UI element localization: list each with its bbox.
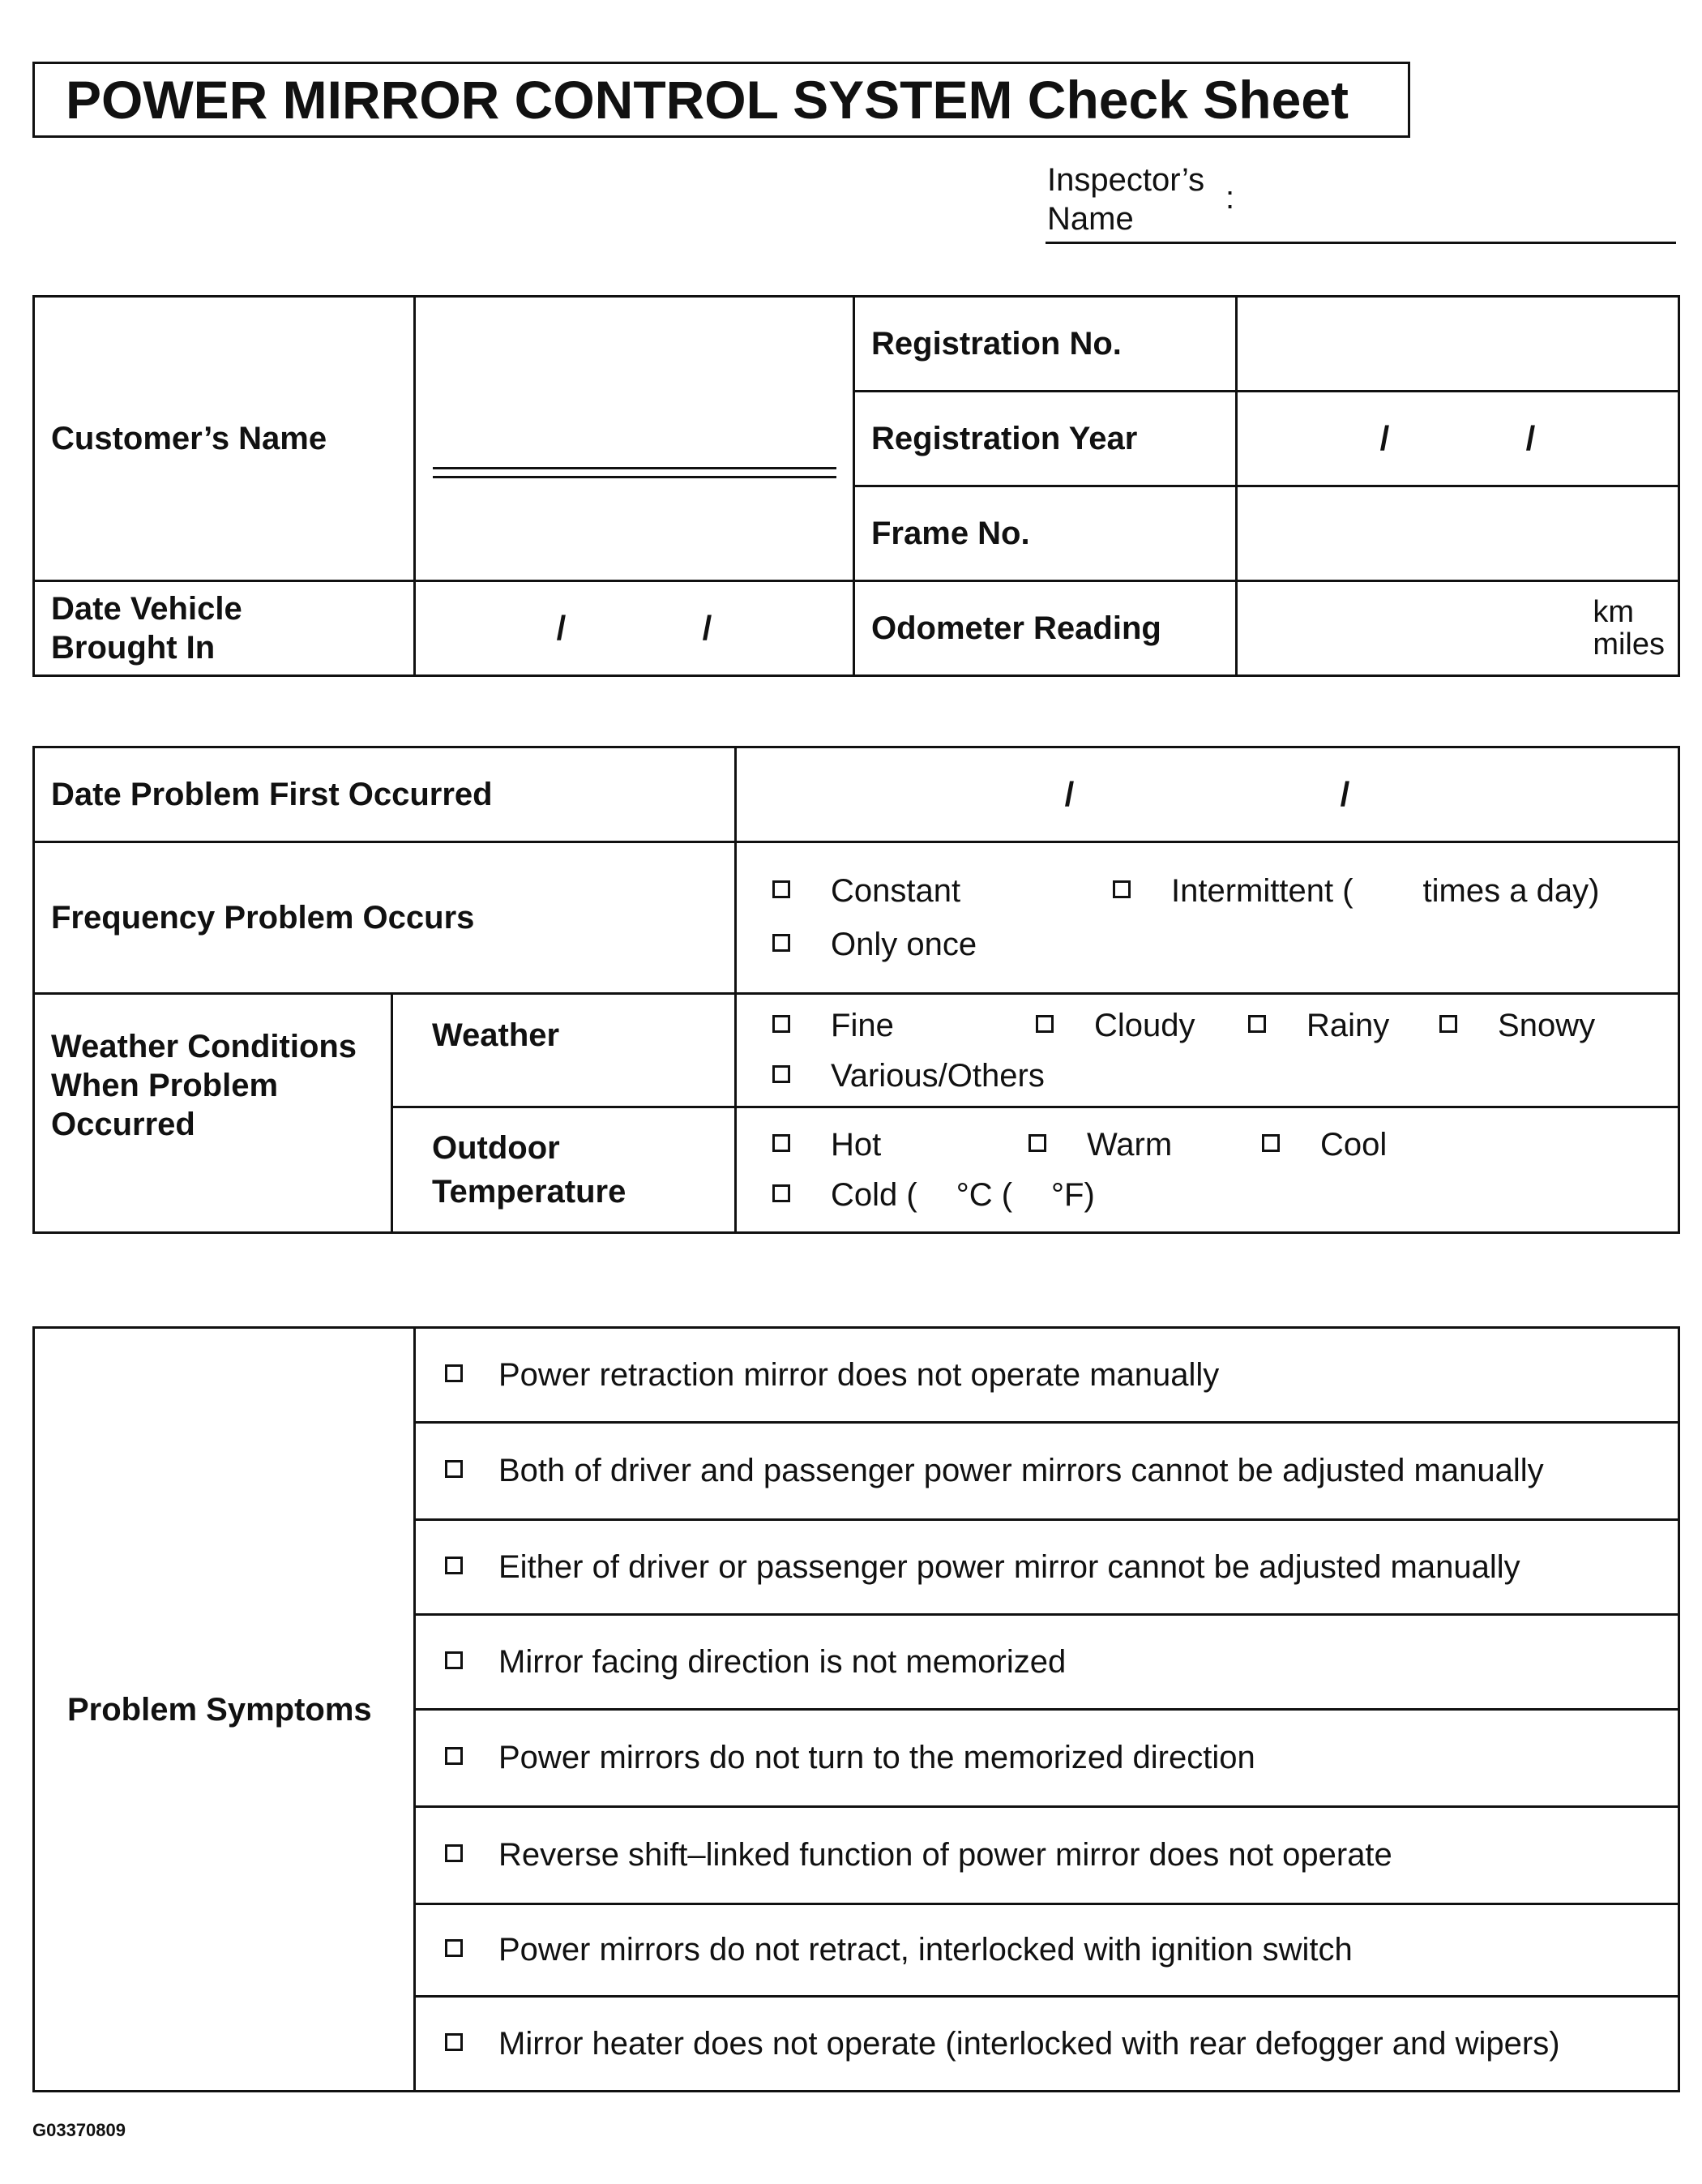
checkbox[interactable] — [772, 880, 790, 898]
option-hot[interactable]: Hot — [772, 1120, 1028, 1170]
date-brought-in-label: Date Vehicle Brought In — [34, 581, 415, 676]
frequency-options — [736, 842, 1679, 994]
symptom-item[interactable]: Either of driver or passenger power mirror cannot be adjusted manually — [415, 1520, 1679, 1615]
checkbox[interactable] — [1113, 880, 1131, 898]
option-fine[interactable]: Fine — [772, 1000, 1036, 1051]
double-underline — [433, 467, 836, 478]
checkbox[interactable] — [445, 1557, 463, 1574]
registration-no-field[interactable] — [1237, 297, 1679, 392]
date-separator: / — [556, 609, 567, 647]
option-warm[interactable]: Warm — [1028, 1120, 1262, 1170]
frame-no-label: Frame No. — [854, 486, 1237, 581]
option-intermittent[interactable]: Intermittent ( times a day) — [1113, 864, 1599, 918]
symptom-item[interactable]: Reverse shift–linked function of power mirror does not operate — [415, 1807, 1679, 1904]
frame-no-field[interactable] — [1237, 486, 1679, 581]
checkbox[interactable] — [1036, 1015, 1054, 1033]
date-separator: / — [1340, 775, 1350, 813]
odometer-units: km miles — [1593, 595, 1665, 662]
frequency-label: Frequency Problem Occurs — [34, 842, 736, 994]
option-various[interactable]: Various/Others — [772, 1051, 1045, 1101]
symptoms-table — [32, 1326, 1680, 2092]
symptom-item[interactable]: Mirror heater does not operate (interlocked with rear defogger and wipers) — [415, 1997, 1679, 2092]
vehicle-info-table — [32, 295, 1680, 677]
registration-year-label: Registration Year — [854, 392, 1237, 486]
odometer-field[interactable] — [1237, 581, 1679, 676]
occurrence-table — [32, 746, 1680, 1234]
weather-conditions-label: Weather Conditions When Problem Occurred — [34, 994, 392, 1233]
registration-year-field[interactable] — [1237, 392, 1679, 486]
customer-name-field[interactable] — [415, 297, 854, 581]
date-separator: / — [1064, 775, 1075, 813]
weather-label: Weather — [392, 994, 736, 1107]
option-cold[interactable]: Cold ( °C ( °F) — [772, 1170, 1095, 1220]
checkbox[interactable] — [772, 1184, 790, 1202]
checkbox[interactable] — [772, 1065, 790, 1083]
checkbox[interactable] — [1028, 1134, 1046, 1152]
symptom-item[interactable]: Power mirrors do not turn to the memorized direction — [415, 1710, 1679, 1807]
date-separator: / — [1379, 419, 1390, 457]
date-separator: / — [702, 609, 712, 647]
checkbox[interactable] — [772, 1134, 790, 1152]
customer-name-label: Customer’s Name — [34, 297, 415, 581]
outdoor-temperature-label: Outdoor Temperature — [392, 1107, 736, 1233]
checkbox[interactable] — [445, 1651, 463, 1669]
symptom-item[interactable]: Mirror facing direction is not memorized — [415, 1615, 1679, 1710]
checkbox[interactable] — [772, 1015, 790, 1033]
checkbox[interactable] — [772, 934, 790, 952]
symptom-item[interactable]: Power mirrors do not retract, interlocked with ignition switch — [415, 1904, 1679, 1997]
checkbox[interactable] — [445, 1364, 463, 1382]
option-rainy[interactable]: Rainy — [1248, 1000, 1439, 1051]
registration-no-label: Registration No. — [854, 297, 1237, 392]
checkbox[interactable] — [445, 1747, 463, 1765]
date-separator: / — [1525, 419, 1536, 457]
problem-symptoms-label: Problem Symptoms — [34, 1328, 415, 2092]
checkbox[interactable] — [445, 1939, 463, 1957]
option-snowy[interactable]: Snowy — [1439, 1000, 1595, 1051]
option-only-once[interactable]: Only once — [772, 918, 977, 971]
page-title: POWER MIRROR CONTROL SYSTEM Check Sheet — [32, 62, 1410, 138]
symptom-item[interactable]: Power retraction mirror does not operate manually — [415, 1328, 1679, 1423]
checkbox[interactable] — [445, 1844, 463, 1862]
date-first-occurred-label: Date Problem First Occurred — [34, 747, 736, 842]
checkbox[interactable] — [1262, 1134, 1280, 1152]
inspector-colon: : — [1225, 180, 1235, 216]
option-cloudy[interactable]: Cloudy — [1036, 1000, 1248, 1051]
option-constant[interactable]: Constant — [772, 864, 1113, 918]
checkbox[interactable] — [445, 2033, 463, 2051]
inspector-name-label: Inspector’s Name — [1047, 162, 1205, 237]
inspector-name-field[interactable] — [1046, 242, 1676, 244]
date-brought-in-field[interactable] — [415, 581, 854, 676]
symptom-item[interactable]: Both of driver and passenger power mirrors cannot be adjusted manually — [415, 1423, 1679, 1520]
checkbox[interactable] — [445, 1460, 463, 1478]
figure-code: G03370809 — [32, 2120, 126, 2140]
date-first-occurred-field[interactable] — [736, 747, 1679, 842]
odometer-label: Odometer Reading — [854, 581, 1237, 676]
checkbox[interactable] — [1248, 1015, 1266, 1033]
temperature-options — [736, 1107, 1679, 1233]
weather-options — [736, 994, 1679, 1107]
checkbox[interactable] — [1439, 1015, 1457, 1033]
option-cool[interactable]: Cool — [1262, 1120, 1387, 1170]
